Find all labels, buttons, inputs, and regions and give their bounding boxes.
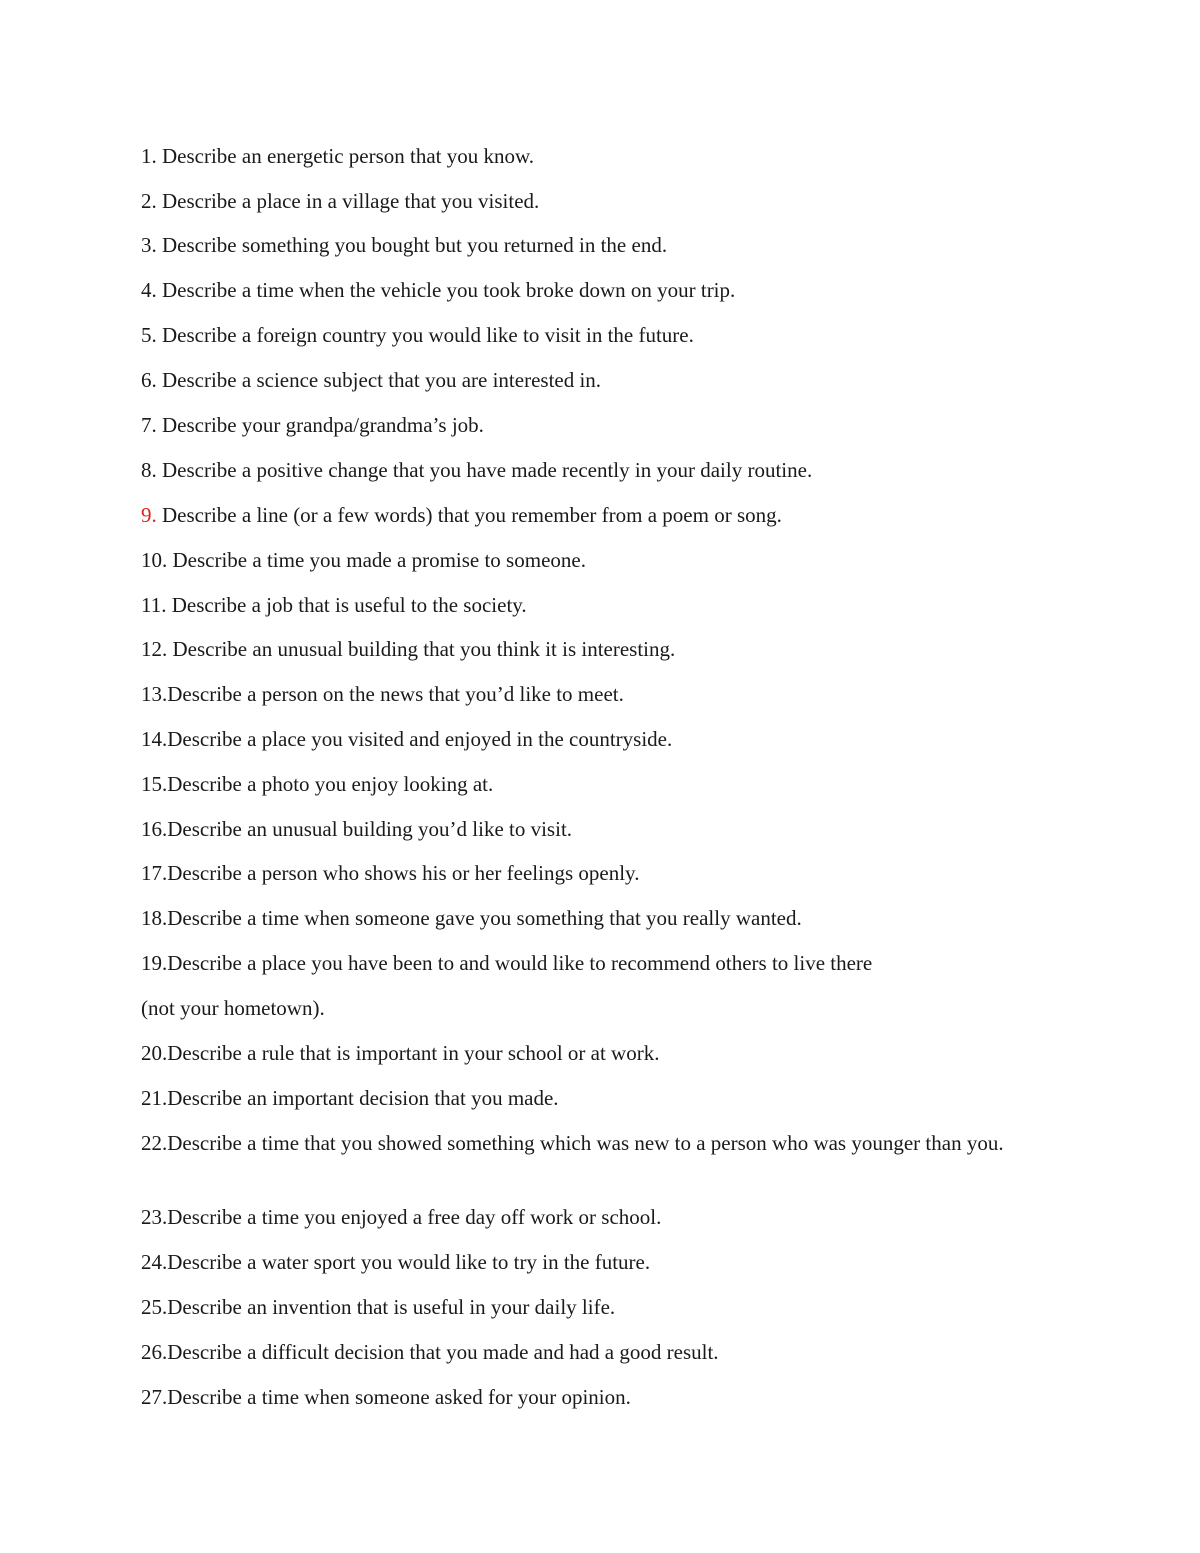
list-item-20: 20.Describe a rule that is important in your school or at work. <box>141 1041 660 1065</box>
list-item-5: 5. Describe a foreign country you would like to visit in the future. <box>141 323 694 347</box>
list-item-4: 4. Describe a time when the vehicle you took broke down on your trip. <box>141 278 736 302</box>
list-item-15: 15.Describe a photo you enjoy looking at. <box>141 772 494 796</box>
list-item-14: 14.Describe a place you visited and enjoyed in the countryside. <box>141 727 673 751</box>
list-item-22: 22.Describe a time that you showed something which was new to a person who was younger than you. <box>141 1131 1004 1155</box>
list-item-13: 13.Describe a person on the news that you’d like to meet. <box>141 682 624 706</box>
list-item-26: 26.Describe a difficult decision that you made and had a good result. <box>141 1340 719 1364</box>
list-item-27: 27.Describe a time when someone asked for your opinion. <box>141 1385 631 1409</box>
list-item-10: 10. Describe a time you made a promise to someone. <box>141 548 586 572</box>
list-item-23: 23.Describe a time you enjoyed a free day off work or school. <box>141 1205 662 1229</box>
item-number-highlighted: 9. <box>141 503 157 527</box>
list-item-2: 2. Describe a place in a village that you visited. <box>141 189 540 213</box>
list-item-18: 18.Describe a time when someone gave you something that you really wanted. <box>141 906 802 930</box>
item-text: Describe a line (or a few words) that you remember from a poem or song. <box>156 503 782 527</box>
list-item-16: 16.Describe an unusual building you’d like to visit. <box>141 817 573 841</box>
list-item-21: 21.Describe an important decision that you made. <box>141 1086 559 1110</box>
list-item-1: 1. Describe an energetic person that you know. <box>141 144 535 168</box>
list-item-17: 17.Describe a person who shows his or her feelings openly. <box>141 861 640 885</box>
list-item-19-continued: (not your hometown). <box>141 996 325 1020</box>
list-item-6: 6. Describe a science subject that you are interested in. <box>141 368 602 392</box>
list-item-8: 8. Describe a positive change that you have made recently in your daily routine. <box>141 458 813 482</box>
list-item-7: 7. Describe your grandpa/grandma’s job. <box>141 413 484 437</box>
list-item-9 <box>141 500 1041 530</box>
list-item-25: 25.Describe an invention that is useful in your daily life. <box>141 1295 616 1319</box>
list-item-11: 11. Describe a job that is useful to the society. <box>141 593 527 617</box>
list-item-3: 3. Describe something you bought but you returned in the end. <box>141 233 668 257</box>
list-item-24: 24.Describe a water sport you would like to try in the future. <box>141 1250 651 1274</box>
list-item-12: 12. Describe an unusual building that you think it is interesting. <box>141 637 676 661</box>
list-item-19: 19.Describe a place you have been to and would like to recommend others to live there <box>141 951 873 975</box>
